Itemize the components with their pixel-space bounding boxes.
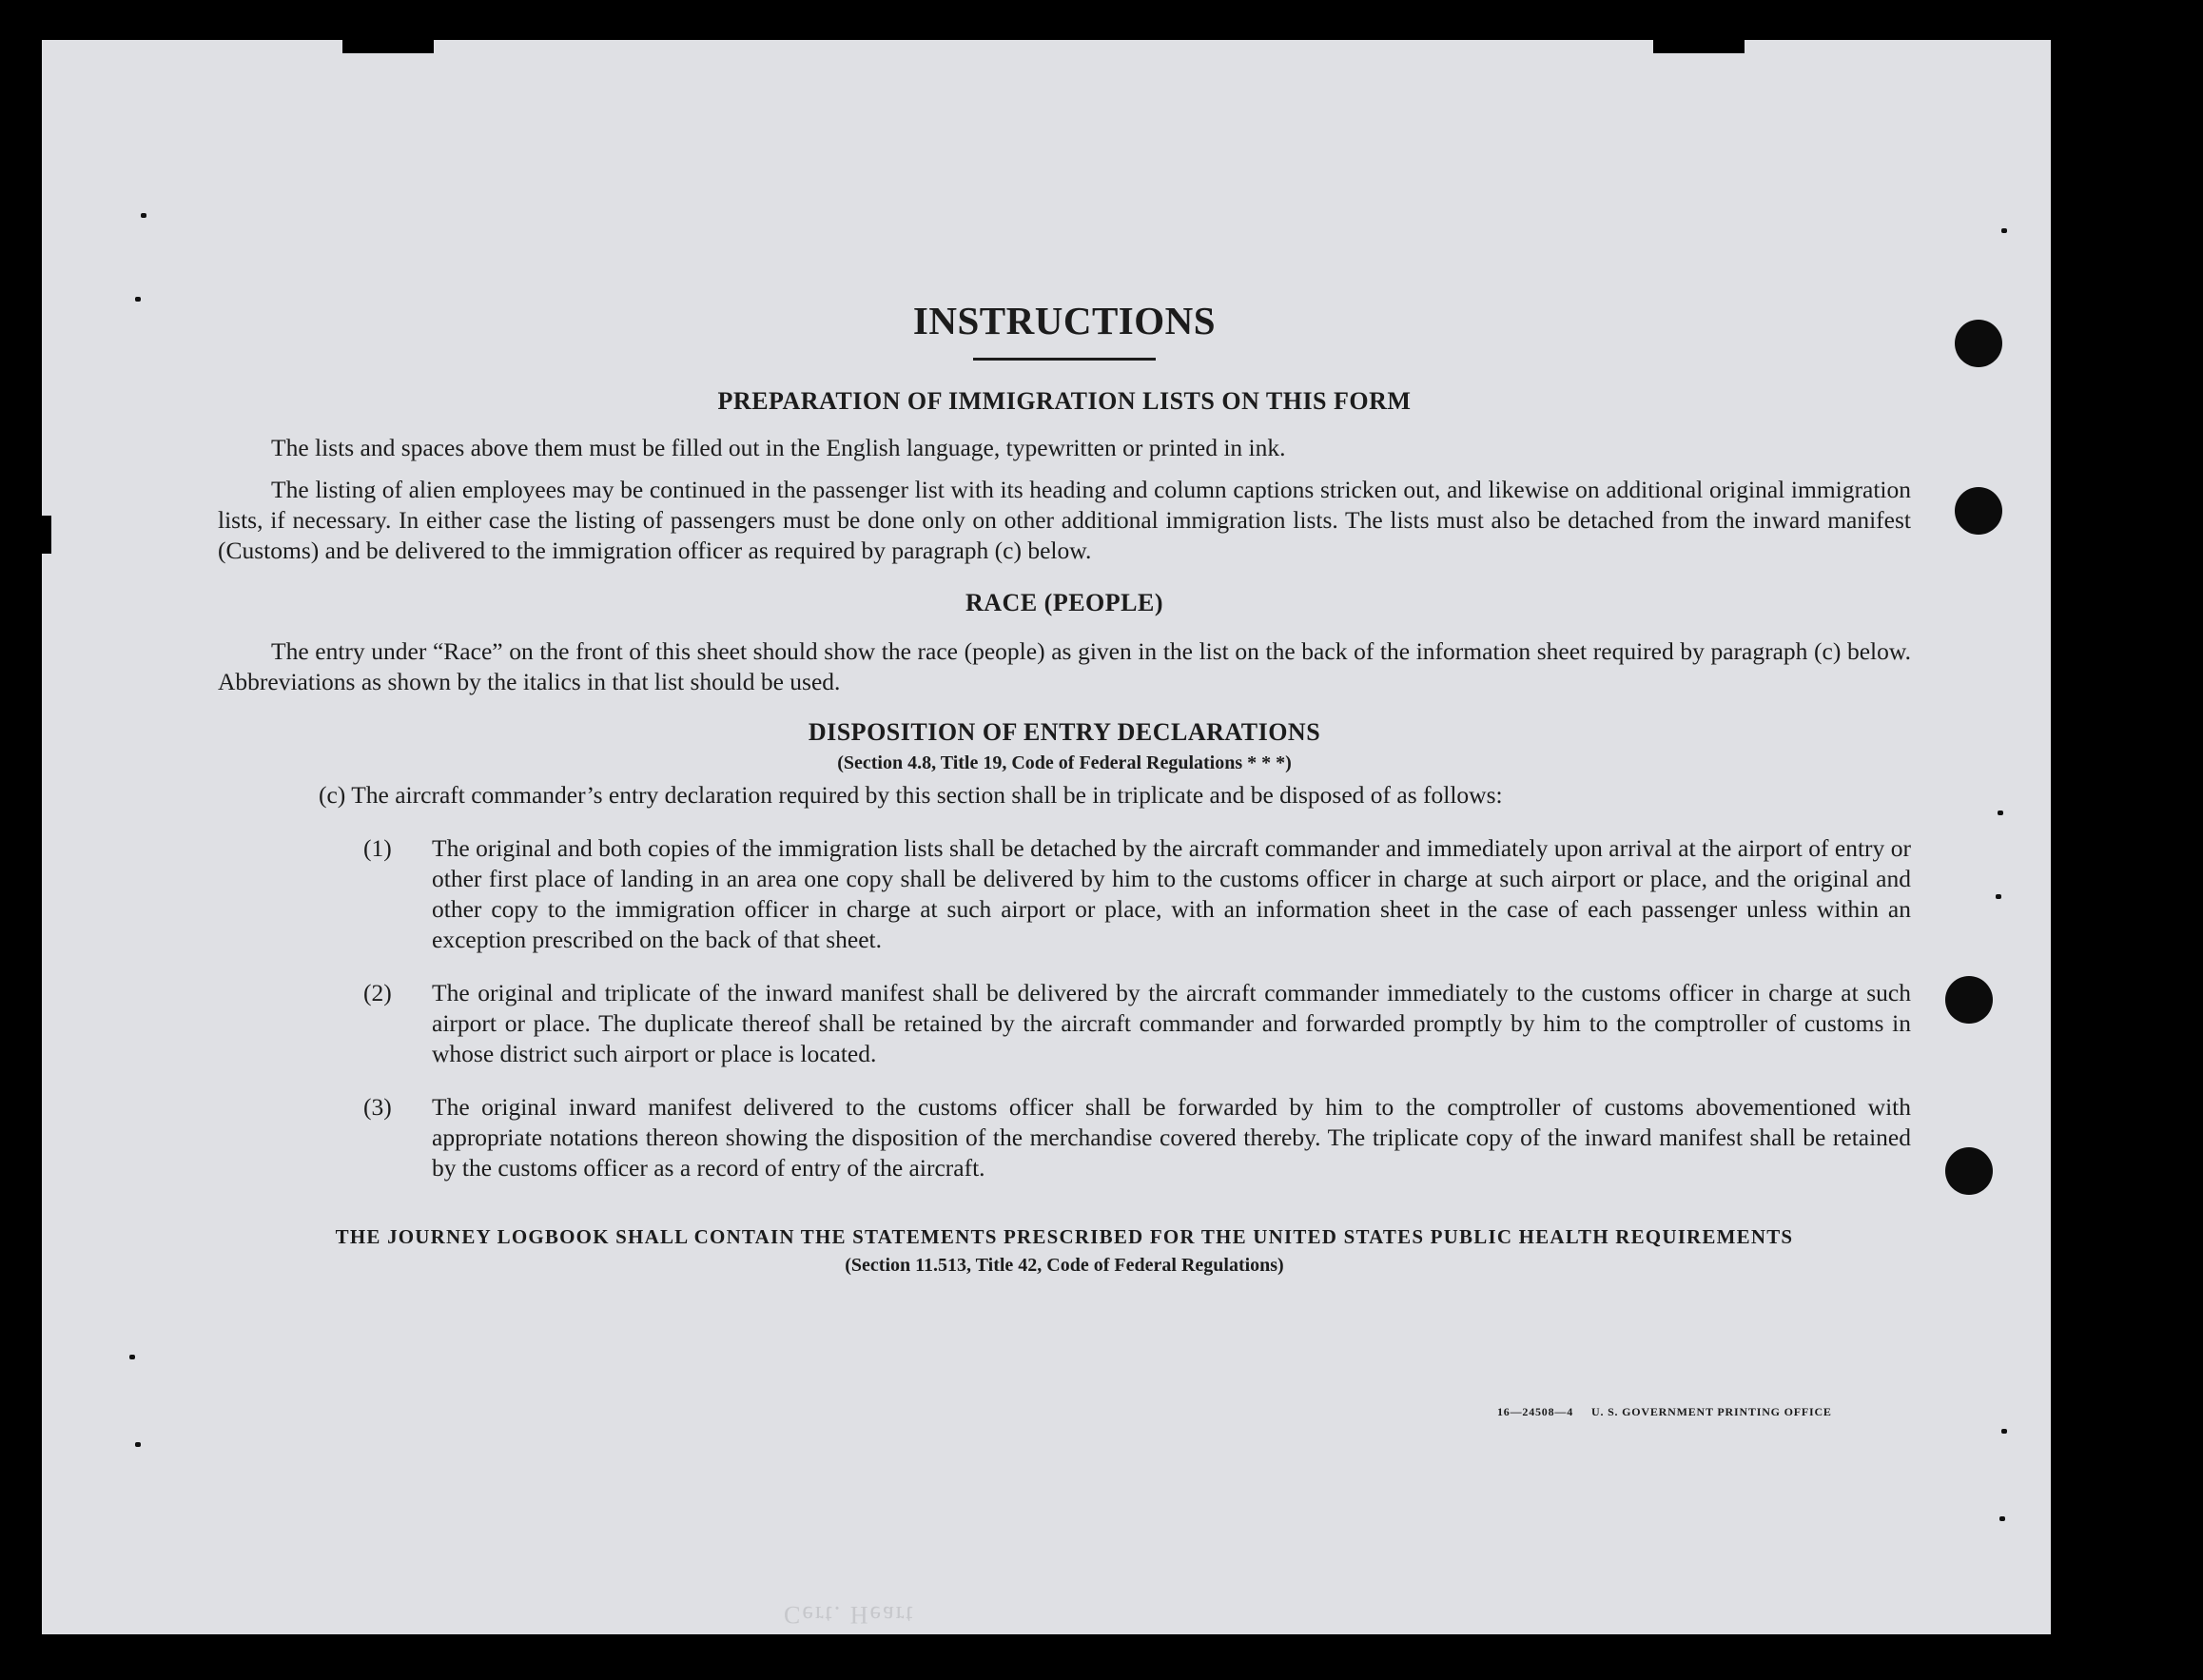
- top-left-tab: [342, 40, 434, 53]
- heading-preparation: PREPARATION OF IMMIGRATION LISTS ON THIS FORM: [717, 387, 1412, 415]
- list-item: [218, 833, 1911, 955]
- paragraph-c-intro: (c) The aircraft commander’s entry declaration required by this section shall be in triplicate and be disposed of as follows:: [319, 781, 1503, 809]
- heading-race: RACE (PEOPLE): [965, 589, 1163, 616]
- bleed-through-text: Cert. Heart: [784, 1601, 915, 1629]
- punch-hole-1: [1955, 320, 2002, 367]
- page-title: INSTRUCTIONS: [912, 299, 1217, 342]
- speck: [2001, 1429, 2007, 1434]
- item-number: (2): [363, 979, 392, 1006]
- document-sheet: [42, 40, 2051, 1634]
- paragraph-race: The entry under “Race” on the front of this sheet should show the race (people) as given in the list on the back of the information sheet required by paragraph (c) below. Abbreviations as shown by the italics in that list should be used.: [218, 637, 1911, 695]
- punch-hole-2: [1955, 487, 2002, 535]
- speck: [2001, 228, 2007, 233]
- subheading-section-4-8: (Section 4.8, Title 19, Code of Federal Regulations * * *): [837, 752, 1292, 773]
- left-edge-notch: [42, 516, 51, 554]
- speck: [1999, 1516, 2005, 1521]
- top-right-tab: [1653, 40, 1745, 53]
- speck: [135, 297, 141, 302]
- printer-name: U. S. GOVERNMENT PRINTING OFFICE: [1591, 1405, 1832, 1418]
- printer-imprint: [1497, 1405, 1832, 1419]
- list-item: [218, 978, 1911, 1069]
- instructions-content: [218, 297, 1911, 1277]
- item-text: The original inward manifest delivered to the customs officer shall be forwarded by him to the comptroller of customs abovementioned with appropriate notations thereon showing the disposition of the merchandise covered thereby. The triplicate copy of the inward manifest shall be retained by the customs officer as a record of entry of the aircraft.: [432, 1093, 1911, 1182]
- speck: [135, 1442, 141, 1447]
- title-underline: [973, 358, 1156, 361]
- speck: [129, 1355, 135, 1359]
- speck: [1996, 894, 2001, 899]
- footer-health-requirements: THE JOURNEY LOGBOOK SHALL CONTAIN THE STATEMENTS PRESCRIBED FOR THE UNITED STATES PUBLIC HEALTH REQUIREMENTS: [335, 1225, 1794, 1248]
- speck: [141, 213, 146, 218]
- paragraph-alien-employees: The listing of alien employees may be continued in the passenger list with its heading and column captions stricken out, and likewise on additional original immigration lists, if necessary. In either case the listing of passengers must be done only on other additional immigration lists. The lists must also be detached from the inward manifest (Customs) and be delivered to the immigration officer as required by paragraph (c) below.: [218, 476, 1911, 564]
- speck: [1998, 811, 2003, 815]
- punch-hole-3: [1945, 976, 1993, 1024]
- item-number: (1): [363, 834, 392, 862]
- footer-section-11-513: (Section 11.513, Title 42, Code of Federal Regulations): [845, 1255, 1284, 1276]
- heading-disposition: DISPOSITION OF ENTRY DECLARATIONS: [808, 718, 1321, 746]
- item-text: The original and both copies of the immigration lists shall be detached by the aircraft commander and immediately upon arrival at the airport of entry or other first place of landing in an area one copy shall be delivered by him to the customs officer in charge at such airport or place, and the original and other copy to the immigration officer in charge at such airport or place, with an information sheet in the case of each passenger unless within an exception prescribed on the back of that sheet.: [432, 834, 1911, 953]
- form-number: 16—24508—4: [1497, 1405, 1573, 1418]
- paragraph-english-language: The lists and spaces above them must be filled out in the English language, typewritten or printed in ink.: [271, 434, 1286, 461]
- punch-hole-4: [1945, 1147, 1993, 1195]
- item-text: The original and triplicate of the inward manifest shall be delivered by the aircraft commander immediately to the customs officer in charge at such airport or place. The duplicate thereof shall be retained by the aircraft commander and forwarded promptly by him to the comptroller of customs in whose district such airport or place is located.: [432, 979, 1911, 1067]
- item-number: (3): [363, 1093, 392, 1121]
- list-item: [218, 1092, 1911, 1183]
